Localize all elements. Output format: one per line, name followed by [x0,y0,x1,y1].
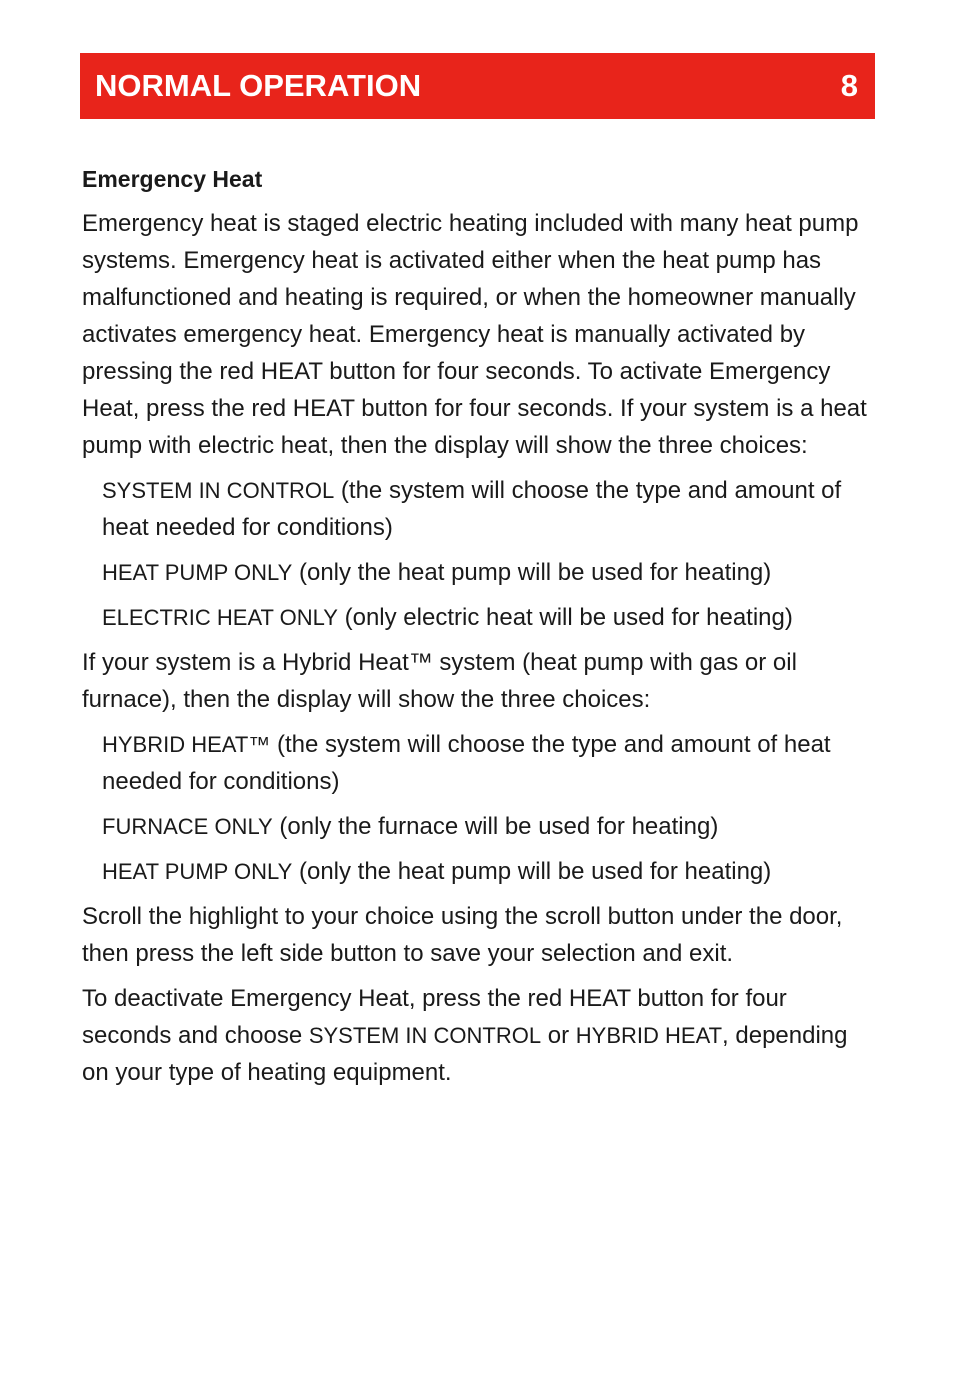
scroll-instructions-paragraph: Scroll the highlight to your choice using the scroll button under the door, then press the left side button to save your selection and exit. [82,903,843,967]
choice-name: ELECTRIC HEAT ONLY [102,605,338,630]
intro-paragraph: Emergency heat is staged electric heating included with many heat pump systems. Emergency heat is activated either when the heat pump has malfunctioned and heating is required, or when the homeowner manually activates emergency heat. Emergency heat is manually activated by pressing the red HEAT button for four seconds. To activate Emergency Heat, press the red HEAT button for four seconds. If your system is a heat pump with electric heat, then the display will show the three choices: [82,210,867,459]
deactivate-paragraph [82,980,872,1091]
choice-item [102,472,872,546]
choice-item [102,808,872,845]
choice-name: HYBRID HEAT™ [102,732,271,757]
hybrid-intro-paragraph: If your system is a Hybrid Heat™ system (heat pump with gas or oil furnace), then the display will show the three choices: [82,649,797,713]
deactivate-option-one: SYSTEM IN CONTROL [308,1023,542,1048]
choice-description: (only electric heat will be used for heating) [337,604,793,631]
page-content [82,161,872,1099]
choice-name: HEAT PUMP ONLY [102,560,293,585]
section-header-bar [80,53,875,119]
choice-name: FURNACE ONLY [102,814,273,839]
choice-item [102,599,872,636]
section-title: Emergency Heat [82,166,263,192]
deactivate-option-two: HYBRID HEAT [575,1023,723,1048]
choice-item [102,554,872,591]
choice-description: (only the heat pump will be used for heating) [292,559,772,586]
choice-item [102,726,872,800]
choice-name: HEAT PUMP ONLY [102,859,293,884]
deactivate-connector: or [541,1022,576,1049]
deactivate-text-before: To deactivate Emergency Heat, press the red HEAT button for four seconds and choose [82,985,787,1049]
choice-description: (the system will choose the type and amount of heat needed for conditions) [102,477,842,541]
choice-description: (the system will choose the type and amount of heat needed for conditions) [102,731,831,795]
section-header-title: NORMAL OPERATION [95,68,422,103]
choice-description: (only the furnace will be used for heating) [272,813,719,840]
choice-description: (only the heat pump will be used for heating) [292,858,772,885]
choice-item [102,853,872,890]
deactivate-text-after: , depending on your type of heating equipment. [82,1022,848,1086]
choice-name: SYSTEM IN CONTROL [102,478,335,503]
page-number: 8 [840,68,858,103]
